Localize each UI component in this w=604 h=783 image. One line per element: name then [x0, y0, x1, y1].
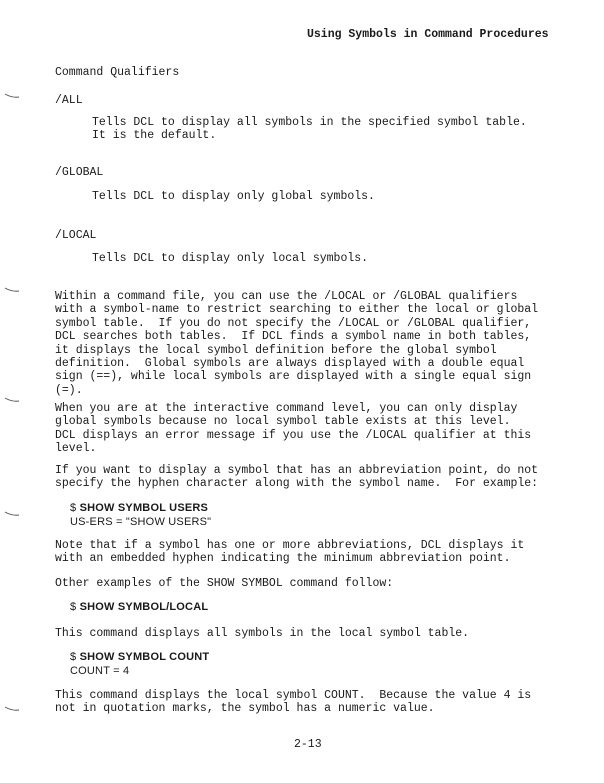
- example-3-output: COUNT = 4: [70, 665, 130, 677]
- example-1-command: SHOW SYMBOL USERS: [79, 502, 209, 514]
- paragraph-numeric-value: This command displays the local symbol COUNT. Because the value 4 is not in quotation marks, the symbol has a numeric value.: [55, 689, 532, 716]
- paragraph-other-examples: Other examples of the SHOW SYMBOL command follow:: [55, 577, 394, 590]
- example-3-command: SHOW SYMBOL COUNT: [79, 651, 210, 663]
- example-3-command-line: [70, 651, 209, 664]
- example-1-command-line: [70, 502, 208, 515]
- running-header: Using Symbols in Command Procedures: [307, 28, 549, 41]
- example-2-command-line: [70, 601, 208, 614]
- margin-mark: [4, 397, 20, 403]
- example-1-output: US-ERS = "SHOW USERS": [70, 516, 212, 528]
- margin-mark: [4, 706, 20, 712]
- paragraph-interactive-level: When you are at the interactive command level, you can only display global symbols because no local symbol table exists at this level. DCL displays an error message if you use the /LOCAL qualifier at this level.: [55, 402, 532, 456]
- qualifier-desc-global: Tells DCL to display only global symbols.: [92, 190, 375, 203]
- dcl-prompt: $: [70, 601, 77, 613]
- example-2-command: SHOW SYMBOL/LOCAL: [79, 601, 209, 613]
- paragraph-local-global-search: Within a command file, you can use the /LOCAL or /GLOBAL qualifiers with a symbol-name to restrict searching to either the local or global symbol table. If you do not specify the /LOCAL or /GLOBAL qualifier, DCL searches both tables. If DCL finds a symbol name in both tables, it displays the local symbol definition before the global symbol definition. Global symbols are always displayed with a double equal sign (==), while local symbols are displayed with a single equal sign (=).: [55, 290, 539, 397]
- section-title: Command Qualifiers: [55, 66, 180, 79]
- qualifier-name-all: /ALL: [55, 94, 83, 107]
- margin-mark: [4, 93, 20, 99]
- dcl-prompt: $: [70, 651, 77, 663]
- paragraph-show-local: This command displays all symbols in the local symbol table.: [55, 627, 470, 640]
- dcl-prompt: $: [70, 502, 77, 514]
- paragraph-abbreviation-point: If you want to display a symbol that has an abbreviation point, do not specify the hyphen character along with the symbol name. For example:: [55, 464, 539, 491]
- qualifier-name-global: /GLOBAL: [55, 166, 104, 179]
- margin-mark: [4, 511, 20, 517]
- page-number: 2-13: [294, 738, 322, 751]
- margin-mark: [4, 287, 20, 293]
- qualifier-name-local: /LOCAL: [55, 229, 97, 242]
- qualifier-desc-local: Tells DCL to display only local symbols.: [92, 252, 369, 265]
- paragraph-embedded-hyphen: Note that if a symbol has one or more abbreviations, DCL displays it with an embedded hyphen indicating the minimum abbreviation point.: [55, 539, 525, 566]
- qualifier-desc-all: Tells DCL to display all symbols in the specified symbol table. It is the default.: [92, 116, 527, 143]
